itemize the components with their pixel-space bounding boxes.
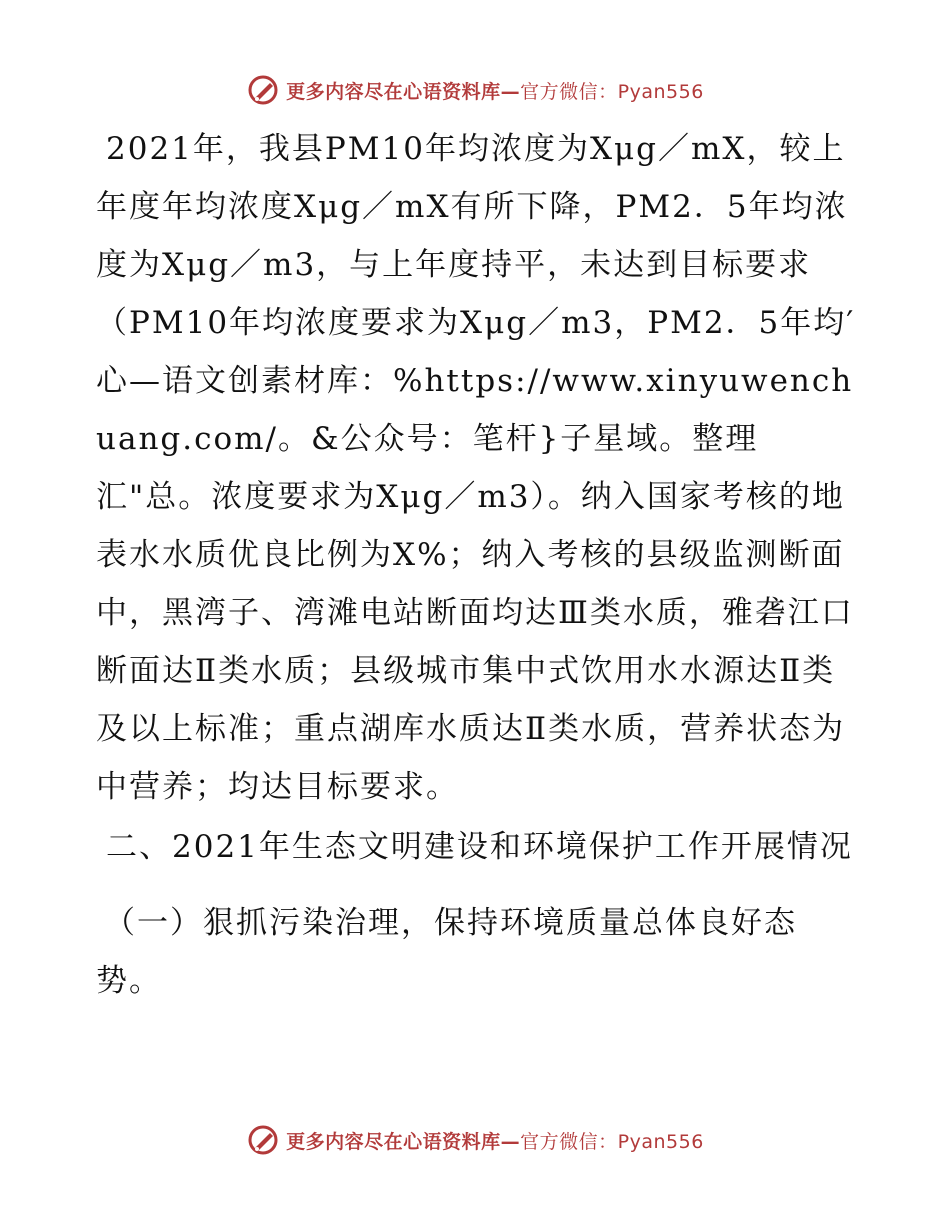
- header-watermark: [0, 70, 950, 110]
- footer-watermark-text: 更多内容尽在心语资料库—官方微信：Pyan556: [286, 1130, 704, 1153]
- document-body: [96, 120, 856, 1010]
- pen-logo-icon: [246, 73, 280, 107]
- section-heading-2021-work: 二、2021年生态文明建设和环境保护工作开展情况: [106, 829, 853, 865]
- footer-watermark: [0, 1120, 950, 1160]
- pen-logo-icon: [246, 1123, 280, 1157]
- subsection-heading-pollution-control: （一）狠抓污染治理，保持环境质量总体良好态势。: [96, 905, 797, 999]
- header-watermark-text: 更多内容尽在心语资料库—官方微信：Pyan556: [286, 80, 704, 103]
- paragraph-air-water-quality: 2021年，我县PM10年均浓度为Xμg／mX，较上年度年均浓度Xμg／mX有所下降，PM2．5年均浓度为Xμg／m3，与上年度持平，未达到目标要求（PM10年均浓度要求为Xμg／m3，PM2．5年均′心—语文创素材库：%https://www.xinyuwenchuang.com/。&公众号：笔杆}子星域。整理汇"总。浓度要求为Xμg／m3）。纳入国家考核的地表水水质优良比例为X%；纳入考核的县级监测断面中，黑湾子、湾滩电站断面均达Ⅲ类水质，雅砻江口断面达Ⅱ类水质；县级城市集中式饮用水水源达Ⅱ类及以上标准；重点湖库水质达Ⅱ类水质，营养状态为中营养；均达目标要求。: [96, 131, 856, 805]
